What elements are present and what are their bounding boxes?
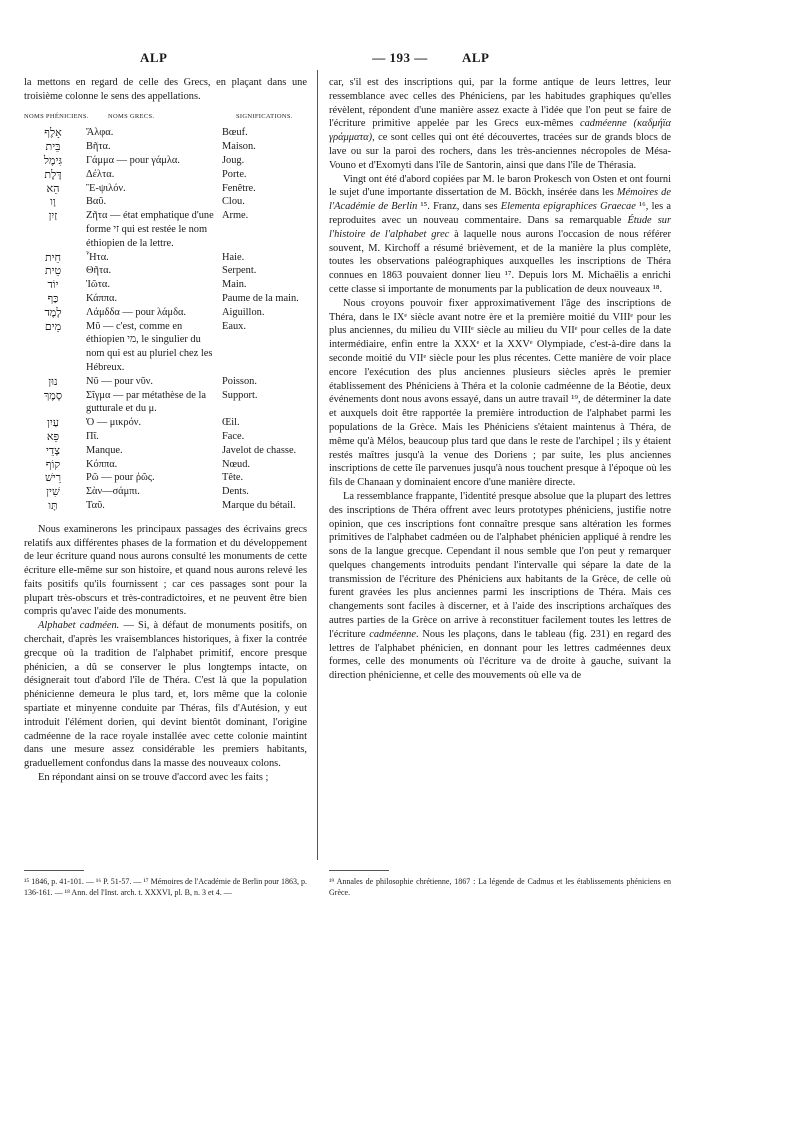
greek-name: Βῆτα. bbox=[86, 141, 111, 153]
table-row bbox=[24, 168, 307, 182]
table-row bbox=[24, 458, 307, 472]
table-row bbox=[24, 182, 307, 196]
table-row bbox=[24, 375, 307, 389]
footnote-rule-left bbox=[24, 870, 84, 871]
italic-run: cadméenne bbox=[369, 628, 416, 640]
text-run: , ce sont celles qui ont été découvertes, tracées sur de grands blocs de lave ou sur la paroi des rochers, dans les très-anciennes nécropoles de Mésa-Vouno et d'Exomyti dans l'île de Santorin, ainsi que dans l'île de Thérasia. bbox=[329, 132, 671, 171]
table-row bbox=[24, 264, 307, 278]
table-row bbox=[24, 471, 307, 485]
phoenician-name: טֵית bbox=[44, 264, 62, 278]
meaning: Paume de la main. bbox=[222, 292, 299, 304]
paragraph-sources: Nous examinerons les principaux passages des écrivains grecs relatifs aux différentes phases de la formation et du développement de leur écriture quand nous aurons consulté les monuments de cette écriture elle-même sur son histoire, et quand nous aurons relevé les faits positifs qu'ils fournissent ; car ces passages sont pour la plupart très-obscurs et très-contradictoires, et ne peuvent être bien compris qu'avec l'aide des monuments. bbox=[24, 523, 307, 618]
phoenician-name: פֵּא bbox=[46, 429, 60, 443]
column-divider bbox=[317, 70, 318, 860]
text-run: car, s'il est des inscriptions qui, par la forme antique de leurs lettres, leur ressemblance avec celles des Phéniciens, par les habitudes graphiques qu'elles révèlent, répondent d'une manière assez exacte à l'idée que l'on peut se faire de l'écriture primitive appelée par les Grecs eux-mêmes bbox=[329, 77, 671, 130]
phoenician-name: שִׁין bbox=[46, 485, 60, 499]
greek-name: Ζῆτα — état emphatique d'une forme זי qui est restée le nom éthiopien de la lettre. bbox=[86, 210, 214, 249]
table-row bbox=[24, 306, 307, 320]
meaning: Face. bbox=[222, 430, 245, 442]
table-row bbox=[24, 416, 307, 430]
table-row bbox=[24, 154, 307, 168]
left-column bbox=[24, 76, 307, 785]
table-row bbox=[24, 430, 307, 444]
table-row bbox=[24, 278, 307, 292]
section-lead: Alphabet cadméen. bbox=[38, 620, 120, 632]
text-run: Vingt ont été d'abord copiées par M. le baron Prokesch von Osten et ont fourni le sujet d'une importante dissertation de M. Böckh, insérée dans les bbox=[329, 173, 671, 199]
italic-run: Mémoires de l'Académie de Berlin bbox=[329, 187, 671, 213]
meaning: Nœud. bbox=[222, 458, 250, 470]
footnote-rule-right bbox=[329, 870, 389, 871]
greek-name: Ταῦ. bbox=[86, 499, 105, 511]
running-head-left: ALP bbox=[140, 50, 168, 65]
meaning: Porte. bbox=[222, 168, 247, 180]
column-header-greek: NOMS GRECS. bbox=[108, 112, 155, 120]
meaning: Tête. bbox=[222, 472, 244, 484]
table-row bbox=[24, 140, 307, 154]
greek-name: Θῆτα. bbox=[86, 265, 112, 277]
intro-paragraph: la mettons en regard de celle des Grecs, en plaçant dans une troisième colonne le sens des appellations. bbox=[24, 77, 307, 102]
phoenician-name: לָמֶד bbox=[44, 305, 62, 319]
meaning: Poisson. bbox=[222, 375, 257, 387]
table-row bbox=[24, 320, 307, 375]
meaning: Joug. bbox=[222, 154, 245, 166]
greek-name: Ἧτα. bbox=[86, 251, 109, 263]
footnotes-left: ¹⁵ 1846, p. 41-101. — ¹⁶ P. 51-57. — ¹⁷ Mémoires de l'Académie de Berlin pour 1863, p. 136-161. — ¹⁸ Ann. del l'Inst. arch. t. XXXVI, pl. B, n. 3 et 4. — bbox=[24, 877, 307, 897]
greek-name: Ἒ-ψιλόν. bbox=[86, 182, 126, 194]
meaning: Javelot de chasse. bbox=[222, 444, 297, 456]
paragraph-dating: Nous croyons pouvoir fixer approximativement l'âge des inscriptions de Théra, dans le IXᵉ siècle avant notre ère et la première moitié du VIIIᵉ pour les plus anciennes, du milieu du VIIIᵉ siècle au milieu du VIIᵉ pour celles de la date intermédiaire, enfin entre la XXXᵉ et la XXVᵉ Olympiade, c'est-à-dire dans la seconde moitié du VIIᵉ siècle pour les plus récentes. Cette manière de voir place encore l'exécution des plus anciennes plusieurs siècles après le premier établissement des Phéniciens à Théra et la colonie cadméenne de la Béotie, deux événements dont nous avons essayé, dans un autre travail ¹⁹, de déterminer la date et auxquels doit être rapportée la première introduction de l'alphabet parmi les populations de la Grèce. Mais les Phéniciens s'étaient maintenus à Théra, de même qu'à Mélos, beaucoup plus tard que dans le reste de l'archipel ; ils y étaient restés maîtres jusqu'à la venue des Doriens ; par suite, les plus anciennes inscriptions de cette île parvenues jusqu'à nous touchent presque à l'époque où les fils de Chanaan y dominaient encore d'une manière directe. bbox=[329, 297, 671, 489]
phoenician-name: מֵים bbox=[44, 319, 62, 333]
section-text: — Si, à défaut de monuments positifs, on cherchait, d'après les vraisemblances historiques, à fixer la contrée grecque où la tradition de l'alphabet primitif, encore presque phénicien, a dû se conserver le plus longtemps intacte, on désignerait tout d'abord l'île de Théra. C'est là que la population phénicienne demeura le plus tard, et, lors même que la colonie spartiate et minyenne conduite par Théras, fils d'Autésion, y eut introduit l'élément dorien, qui devint bientôt dominant, l'origine cadméenne de la race royale installée avec cette colonie maintint dans une mesure assez considérable les premiers habitants, graduellement confondus dans la masse des nouveaux colons. bbox=[24, 620, 308, 770]
greek-name: Ὀ — μικρόν. bbox=[86, 417, 142, 429]
text-run: La ressemblance frappante, l'identité presque absolue que la plupart des lettres des inscriptions de Théra offrent avec leurs prototypes phéniciens, justifie notre opinion, que ces inscriptions font connaître presque sans altération les formes primitives de l'alphabet cadméen ou de l'alphabet phénicien appliqué à rendre les sons de la langue grecque. Cependant il nous semble que l'on peut y remarquer quelques changements introduits pendant l'intervalle qui sépare la date de la transmission de l'écriture des Phéniciens aux habitants de la Grèce, de celle où furent gravées les plus anciennes parmi les inscriptions de Théra. Mais ces changements sont faciles à discerner, et à l'aide des inscriptions archaïques des autres parties de la Grèce on arrive à reconstituer facilement toutes les lettres de l'écriture bbox=[329, 490, 671, 640]
meaning: Arme. bbox=[222, 210, 249, 222]
table-row bbox=[24, 195, 307, 209]
table-row bbox=[24, 292, 307, 306]
italic-run: cadméenne (καδμήϊα γράμματα) bbox=[329, 118, 671, 144]
phoenician-name: תָּו bbox=[48, 498, 58, 512]
italic-run: Elementa epigraphices Graecae bbox=[500, 201, 636, 213]
paragraph-inscriptions bbox=[329, 76, 671, 173]
paragraph-cadmean bbox=[24, 619, 307, 771]
greek-name: Δέλτα. bbox=[86, 168, 115, 180]
meaning: Serpent. bbox=[222, 265, 257, 277]
meaning: Marque du bétail. bbox=[222, 499, 296, 511]
meaning: Œil. bbox=[222, 417, 240, 429]
greek-name: Ρῶ — pour ῥῶς. bbox=[86, 472, 155, 484]
paragraph-resemblance bbox=[329, 490, 671, 683]
phoenician-name: יוֹד bbox=[47, 278, 59, 292]
text-run: . Nous les plaçons, dans le tableau (fig. 231) en regard des lettres de l'alphabet phénicien, en donnant pour les lettres cadméennes deux formes, celle des monuments où l'écriture va de droite à gauche, suivant la direction phénicienne, et celle des mouvements où elle va de bbox=[329, 628, 671, 682]
greek-name: Πῖ. bbox=[86, 430, 99, 442]
column-header-phoenician: NOMS PHÉNICIENS. bbox=[24, 112, 89, 120]
table-body bbox=[24, 126, 307, 512]
paragraph-accord: En répondant ainsi on se trouve d'accord avec les faits ; bbox=[38, 772, 269, 784]
meaning: Aiguillon. bbox=[222, 306, 265, 318]
text-run: à laquelle nous aurons l'occasion de nous référer souvent, M. Kirchoff a résumé brièvement, et de la manière la plus complète, toutes les observations paléographiques auxquelles les inscriptions de Théra connues en 1863 pouvaient donner lieu ¹⁷. Depuis lors M. Michaëlis a enrichi cette classe si importante de monuments par la publication de deux nouveaux ¹⁸. bbox=[329, 228, 671, 295]
phoenician-name: כַּף bbox=[47, 291, 59, 305]
greek-name: Σὰν—σάμπι. bbox=[86, 486, 140, 498]
greek-name: Βαῦ. bbox=[86, 196, 107, 208]
table-row bbox=[24, 444, 307, 458]
meaning: Clou. bbox=[222, 196, 245, 208]
table-row bbox=[24, 499, 307, 513]
meaning: Maison. bbox=[222, 141, 256, 153]
table-header bbox=[24, 110, 307, 124]
greek-name: Manque. bbox=[86, 444, 123, 456]
greek-name: Ἄλφα. bbox=[86, 127, 114, 139]
paragraph-copies bbox=[329, 173, 671, 297]
phoenician-name: צָדֵי bbox=[46, 443, 60, 457]
meaning: Support. bbox=[222, 389, 258, 401]
phoenician-name: עַיִן bbox=[47, 416, 59, 430]
greek-name: Ἰῶτα. bbox=[86, 279, 110, 291]
running-head-right: ALP bbox=[462, 50, 490, 65]
page-number: — 193 — bbox=[372, 50, 428, 65]
meaning: Dents. bbox=[222, 486, 249, 498]
phoenician-name: גִּימֶל bbox=[43, 153, 63, 167]
greek-name: Μῦ — c'est, comme en éthiopien מי, le singulier du nom qui est au pluriel chez les Hébreux. bbox=[86, 320, 213, 373]
meaning: Bœuf. bbox=[222, 127, 248, 139]
alphabet-table bbox=[24, 110, 307, 513]
phoenician-name: דָּלֶת bbox=[44, 167, 62, 181]
text-run: ¹⁶, les a reproduites avec un nouveau commentaire. Dans sa remarquable bbox=[329, 201, 671, 226]
table-row bbox=[24, 209, 307, 250]
greek-name: Κάππα. bbox=[86, 292, 118, 304]
table-row bbox=[24, 485, 307, 499]
greek-name: Σῖγμα — par métathèse de la gutturale et du μ. bbox=[86, 389, 206, 415]
text-run: ¹⁵. Franz, dans ses bbox=[417, 201, 501, 213]
footnotes-right: ¹⁹ Annales de philosophie chrétienne, 1867 : La légende de Cadmus et les établissements phéniciens en Grèce. bbox=[329, 877, 671, 897]
phoenician-name: אָלֶף bbox=[44, 126, 62, 140]
right-column bbox=[329, 76, 671, 683]
meaning: Fenêtre. bbox=[222, 182, 256, 194]
phoenician-name: וָו bbox=[50, 195, 56, 209]
meaning: Eaux. bbox=[222, 320, 246, 332]
phoenician-name: בֵּית bbox=[45, 140, 61, 154]
phoenician-name: זַיִן bbox=[48, 209, 58, 223]
meaning: Haie. bbox=[222, 251, 245, 263]
table-row bbox=[24, 126, 307, 140]
phoenician-name: חֵית bbox=[44, 250, 62, 264]
greek-name: Νῦ — pour νῦν. bbox=[86, 375, 154, 387]
italic-run: Étude sur l'histoire de l'alphabet grec bbox=[329, 214, 671, 240]
phoenician-name: רֵישׁ bbox=[44, 471, 62, 485]
greek-name: Λάμδδα — pour λάμδα. bbox=[86, 306, 187, 318]
meaning: Main. bbox=[222, 279, 247, 291]
column-header-meaning: SIGNIFICATIONS. bbox=[236, 112, 293, 120]
phoenician-name: קוֹף bbox=[45, 457, 61, 471]
table-row bbox=[24, 389, 307, 417]
phoenician-name: נוּן bbox=[48, 374, 58, 388]
table-row bbox=[24, 251, 307, 265]
greek-name: Γάμμα — pour γάμλα. bbox=[86, 154, 180, 166]
greek-name: Κόππα. bbox=[86, 458, 118, 470]
phoenician-name: סָמֶךְ bbox=[43, 388, 63, 402]
phoenician-name: הֵא bbox=[46, 181, 60, 195]
